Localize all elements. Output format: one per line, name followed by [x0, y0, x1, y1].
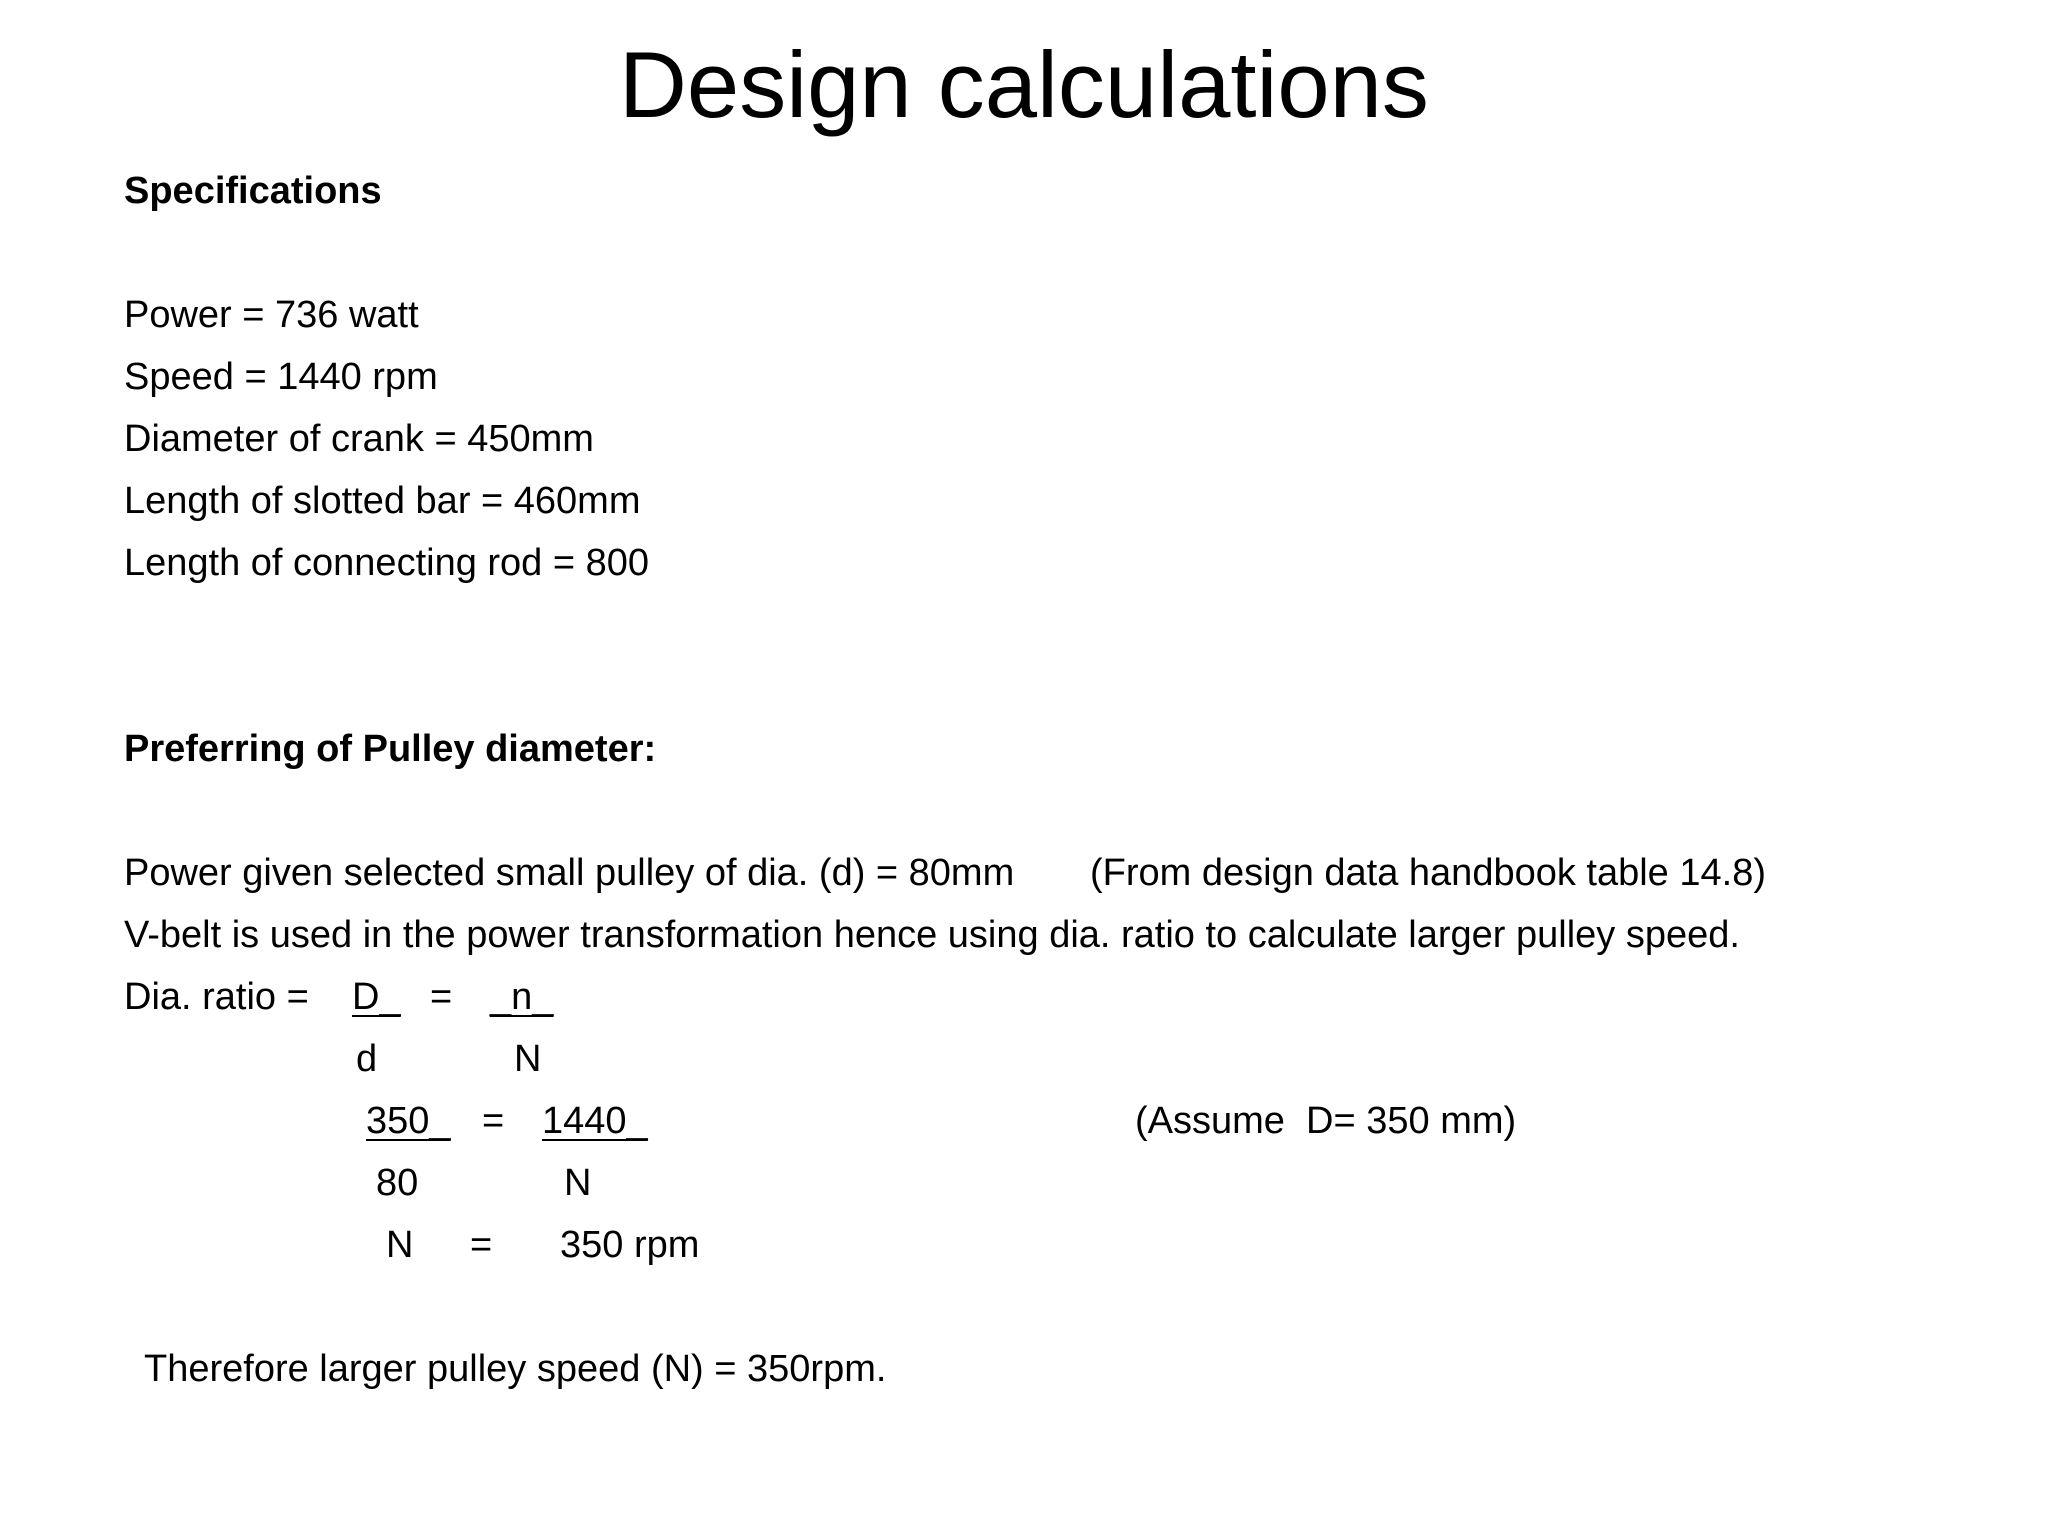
step2-denominator-N: N — [564, 1162, 592, 1204]
dia-ratio-label: Dia. ratio = — [124, 976, 309, 1018]
v-belt-explanation: V-belt is used in the power transformation hence using dia. ratio to calculate larger pulley speed. — [124, 914, 1740, 956]
handbook-reference-note: (From design data handbook table 14.8) — [1090, 852, 1766, 894]
result-equals-sign: = — [470, 1224, 493, 1266]
step2-numerator-1440: 1440_ — [542, 1100, 648, 1142]
spec-connecting-rod-length: Length of connecting rod = 800 — [124, 542, 650, 584]
step2-numerator-350: 350_ — [366, 1100, 451, 1142]
result-value: 350 rpm — [560, 1224, 700, 1266]
spec-slotted-bar-length: Length of slotted bar = 460mm — [124, 480, 641, 522]
ratio-numerator-D: D_ — [352, 976, 401, 1018]
spec-crank-diameter: Diameter of crank = 450mm — [124, 418, 594, 460]
ratio-numerator-n: _n_ — [490, 976, 554, 1018]
result-N: N — [386, 1224, 414, 1266]
ratio-denominator-d: d — [356, 1038, 378, 1080]
spec-speed: Speed = 1440 rpm — [124, 356, 438, 398]
step2-denominator-80: 80 — [376, 1162, 419, 1204]
assumption-note: (Assume D= 350 mm) — [1135, 1100, 1517, 1142]
page-title: Design calculations — [619, 32, 1429, 137]
spec-power: Power = 736 watt — [124, 294, 419, 336]
step2-equals-sign: = — [482, 1100, 505, 1142]
ratio-equals-sign: = — [430, 976, 453, 1018]
pulley-heading: Preferring of Pulley diameter: — [124, 728, 657, 770]
ratio-denominator-N: N — [514, 1038, 542, 1080]
specifications-heading: Specifications — [124, 170, 382, 212]
conclusion-line: Therefore larger pulley speed (N) = 350rpm. — [144, 1348, 887, 1390]
pulley-selection-line: Power given selected small pulley of dia. (d) = 80mm — [124, 852, 1015, 894]
